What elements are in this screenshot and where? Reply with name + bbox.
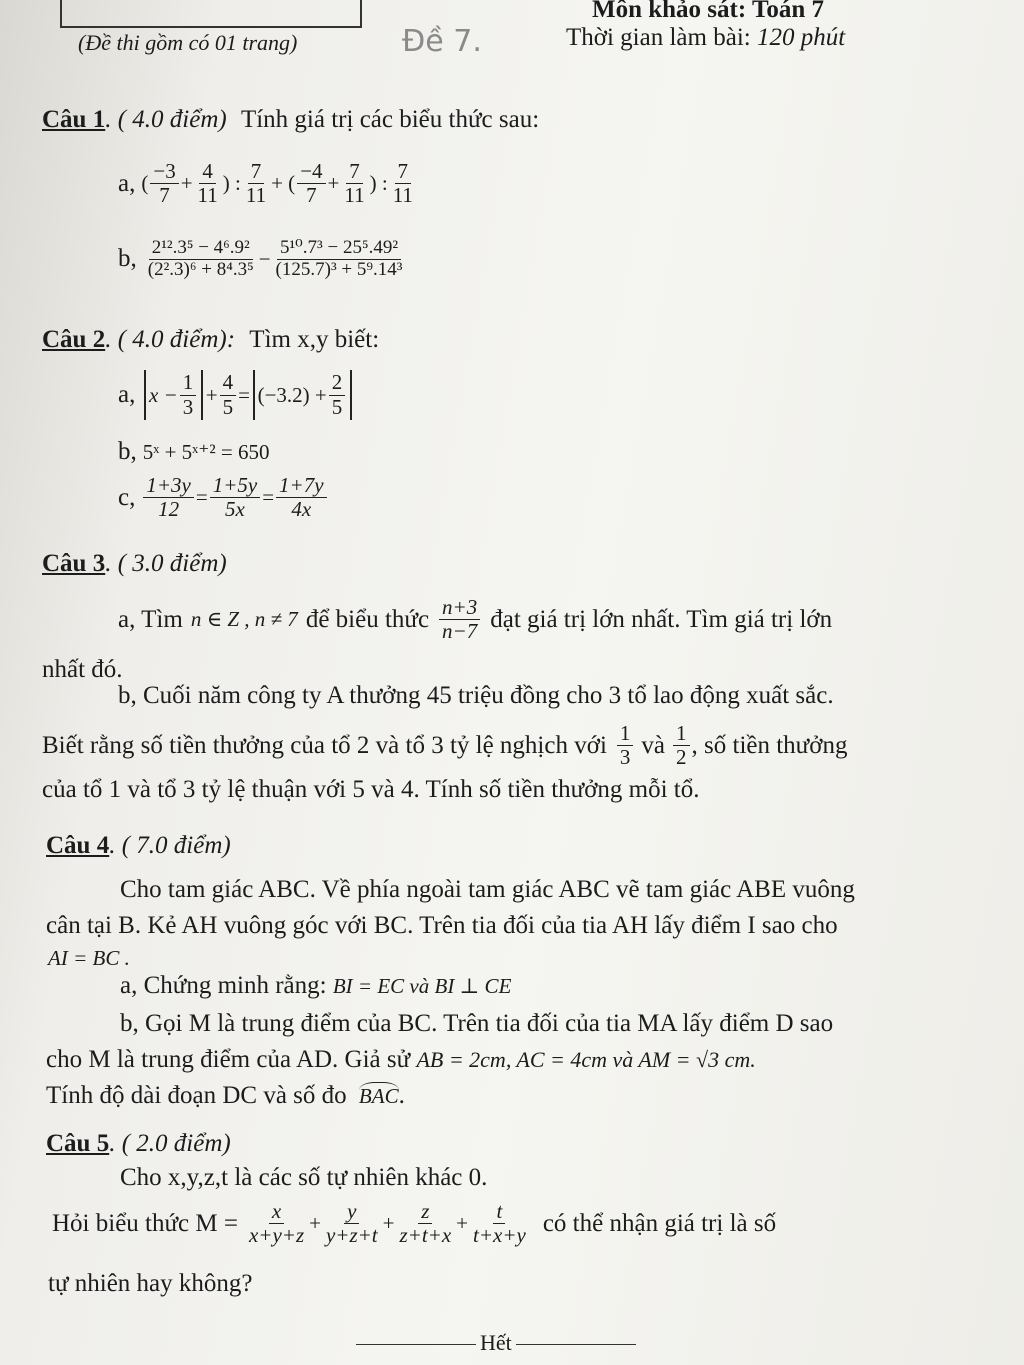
question-2-heading: Câu 2. ( 4.0 điểm): Tìm x,y biết: xyxy=(42,326,380,353)
q5-line3: tự nhiên hay không? xyxy=(48,1270,253,1297)
q3-part-b-line2: Biết rằng số tiền thưởng của tổ 2 và tổ 3 tỷ lệ nghịch với 1 3 và 1 2 , số tiền thưởng xyxy=(42,721,848,770)
q3-part-a: a, Tìm n ∈ Z , n ≠ 7 để biểu thức n+3 n−7 đạt giá trị lớn nhất. Tìm giá trị lớn xyxy=(118,595,833,644)
angle-bac: BAC xyxy=(358,1084,399,1108)
q4-part-b-line2: cho M là trung điểm của AD. Giả sử AB = 2cm, AC = 4cm và AM = √3 cm. xyxy=(46,1046,756,1073)
q5-line2: Hỏi biểu thức M = $\frac{x}{x+y+z}$ + $\frac{y}{y+z+t}$ + $\frac{z}{z+t+x}$ + $\frac{t}{t+x+y}$ có thể nhận giá trị là số xyxy=(52,1199,777,1248)
q4-part-b-line1: b, Gọi M là trung điểm của BC. Trên tia đối của tia MA lấy điểm D sao xyxy=(120,1010,834,1037)
q3-part-b-line3: của tổ 1 và tổ 3 tỷ lệ thuận với 5 và 4. Tính số tiền thưởng mỗi tổ. xyxy=(42,776,700,803)
q4-part-a: a, Chứng minh rằng: BI = EC và BI ⊥ CE xyxy=(120,972,512,999)
q5-line1: Cho x,y,z,t là các số tự nhiên khác 0. xyxy=(120,1164,488,1191)
q2-part-b: b, 5ˣ + 5ˣ⁺² = 650 xyxy=(118,438,270,465)
handwritten-exam-code: Đề 7. xyxy=(402,24,482,59)
q4-line1: Cho tam giác ABC. Về phía ngoài tam giác ABC vẽ tam giác ABE vuông xyxy=(120,876,855,903)
question-1-heading: Câu 1. ( 4.0 điểm) Tính giá trị các biểu thức sau: xyxy=(42,106,540,133)
q2-part-c: c, $\frac{1+3y}{12}$ = $\frac{1+5y}{5x}$ = $\frac{1+7y}{4x}$ xyxy=(118,474,329,521)
q1-part-b: b, 2¹².3⁵ − 4⁶.9² (2².3)⁶ + 8⁴.3⁵ − $\frac{\text{5¹⁰.7³ − 25⁵.49²}}{\text{(125.7)³ + 5⁹.14³}}$ xyxy=(118,237,403,280)
end-marker: Hết xyxy=(356,1330,636,1356)
question-5-heading: Câu 5. ( 2.0 điểm) xyxy=(46,1130,231,1157)
q1-part-a: a, ( −3 7 + $\frac{4}{11}$ ) : 7 11 + ( −4 7 + $\frac{7}{11}$ ) : 7 11 xyxy=(118,159,413,208)
q3-part-b-line1: b, Cuối năm công ty A thưởng 45 triệu đồng cho 3 tổ lao động xuất sắc. xyxy=(118,682,834,709)
question-4-heading: Câu 4. ( 7.0 điểm) xyxy=(46,832,231,859)
time-label: Thời gian làm bài: 120 phút xyxy=(566,24,846,51)
q4-part-b-line3: Tính độ dài đoạn DC và số đo BAC. xyxy=(46,1082,405,1109)
q4-line2: cân tại B. Kẻ AH vuông góc với BC. Trên tia đối của tia AH lấy điểm I sao cho xyxy=(46,912,838,939)
header-box xyxy=(60,0,362,28)
q3-part-a-end: nhất đó. xyxy=(42,656,123,683)
q4-line3: AI = BC . xyxy=(48,946,130,970)
subject-label: Môn khảo sát: Toán 7 xyxy=(592,0,825,23)
page-count-caption: (Đề thi gồm có 01 trang) xyxy=(78,30,298,55)
question-3-heading: Câu 3. ( 3.0 điểm) xyxy=(42,550,227,577)
q2-part-a: a, x − $\frac{1}{3}$ + $\frac{4}{5}$ = (−3.2) + $\frac{2}{5}$ xyxy=(118,370,355,420)
